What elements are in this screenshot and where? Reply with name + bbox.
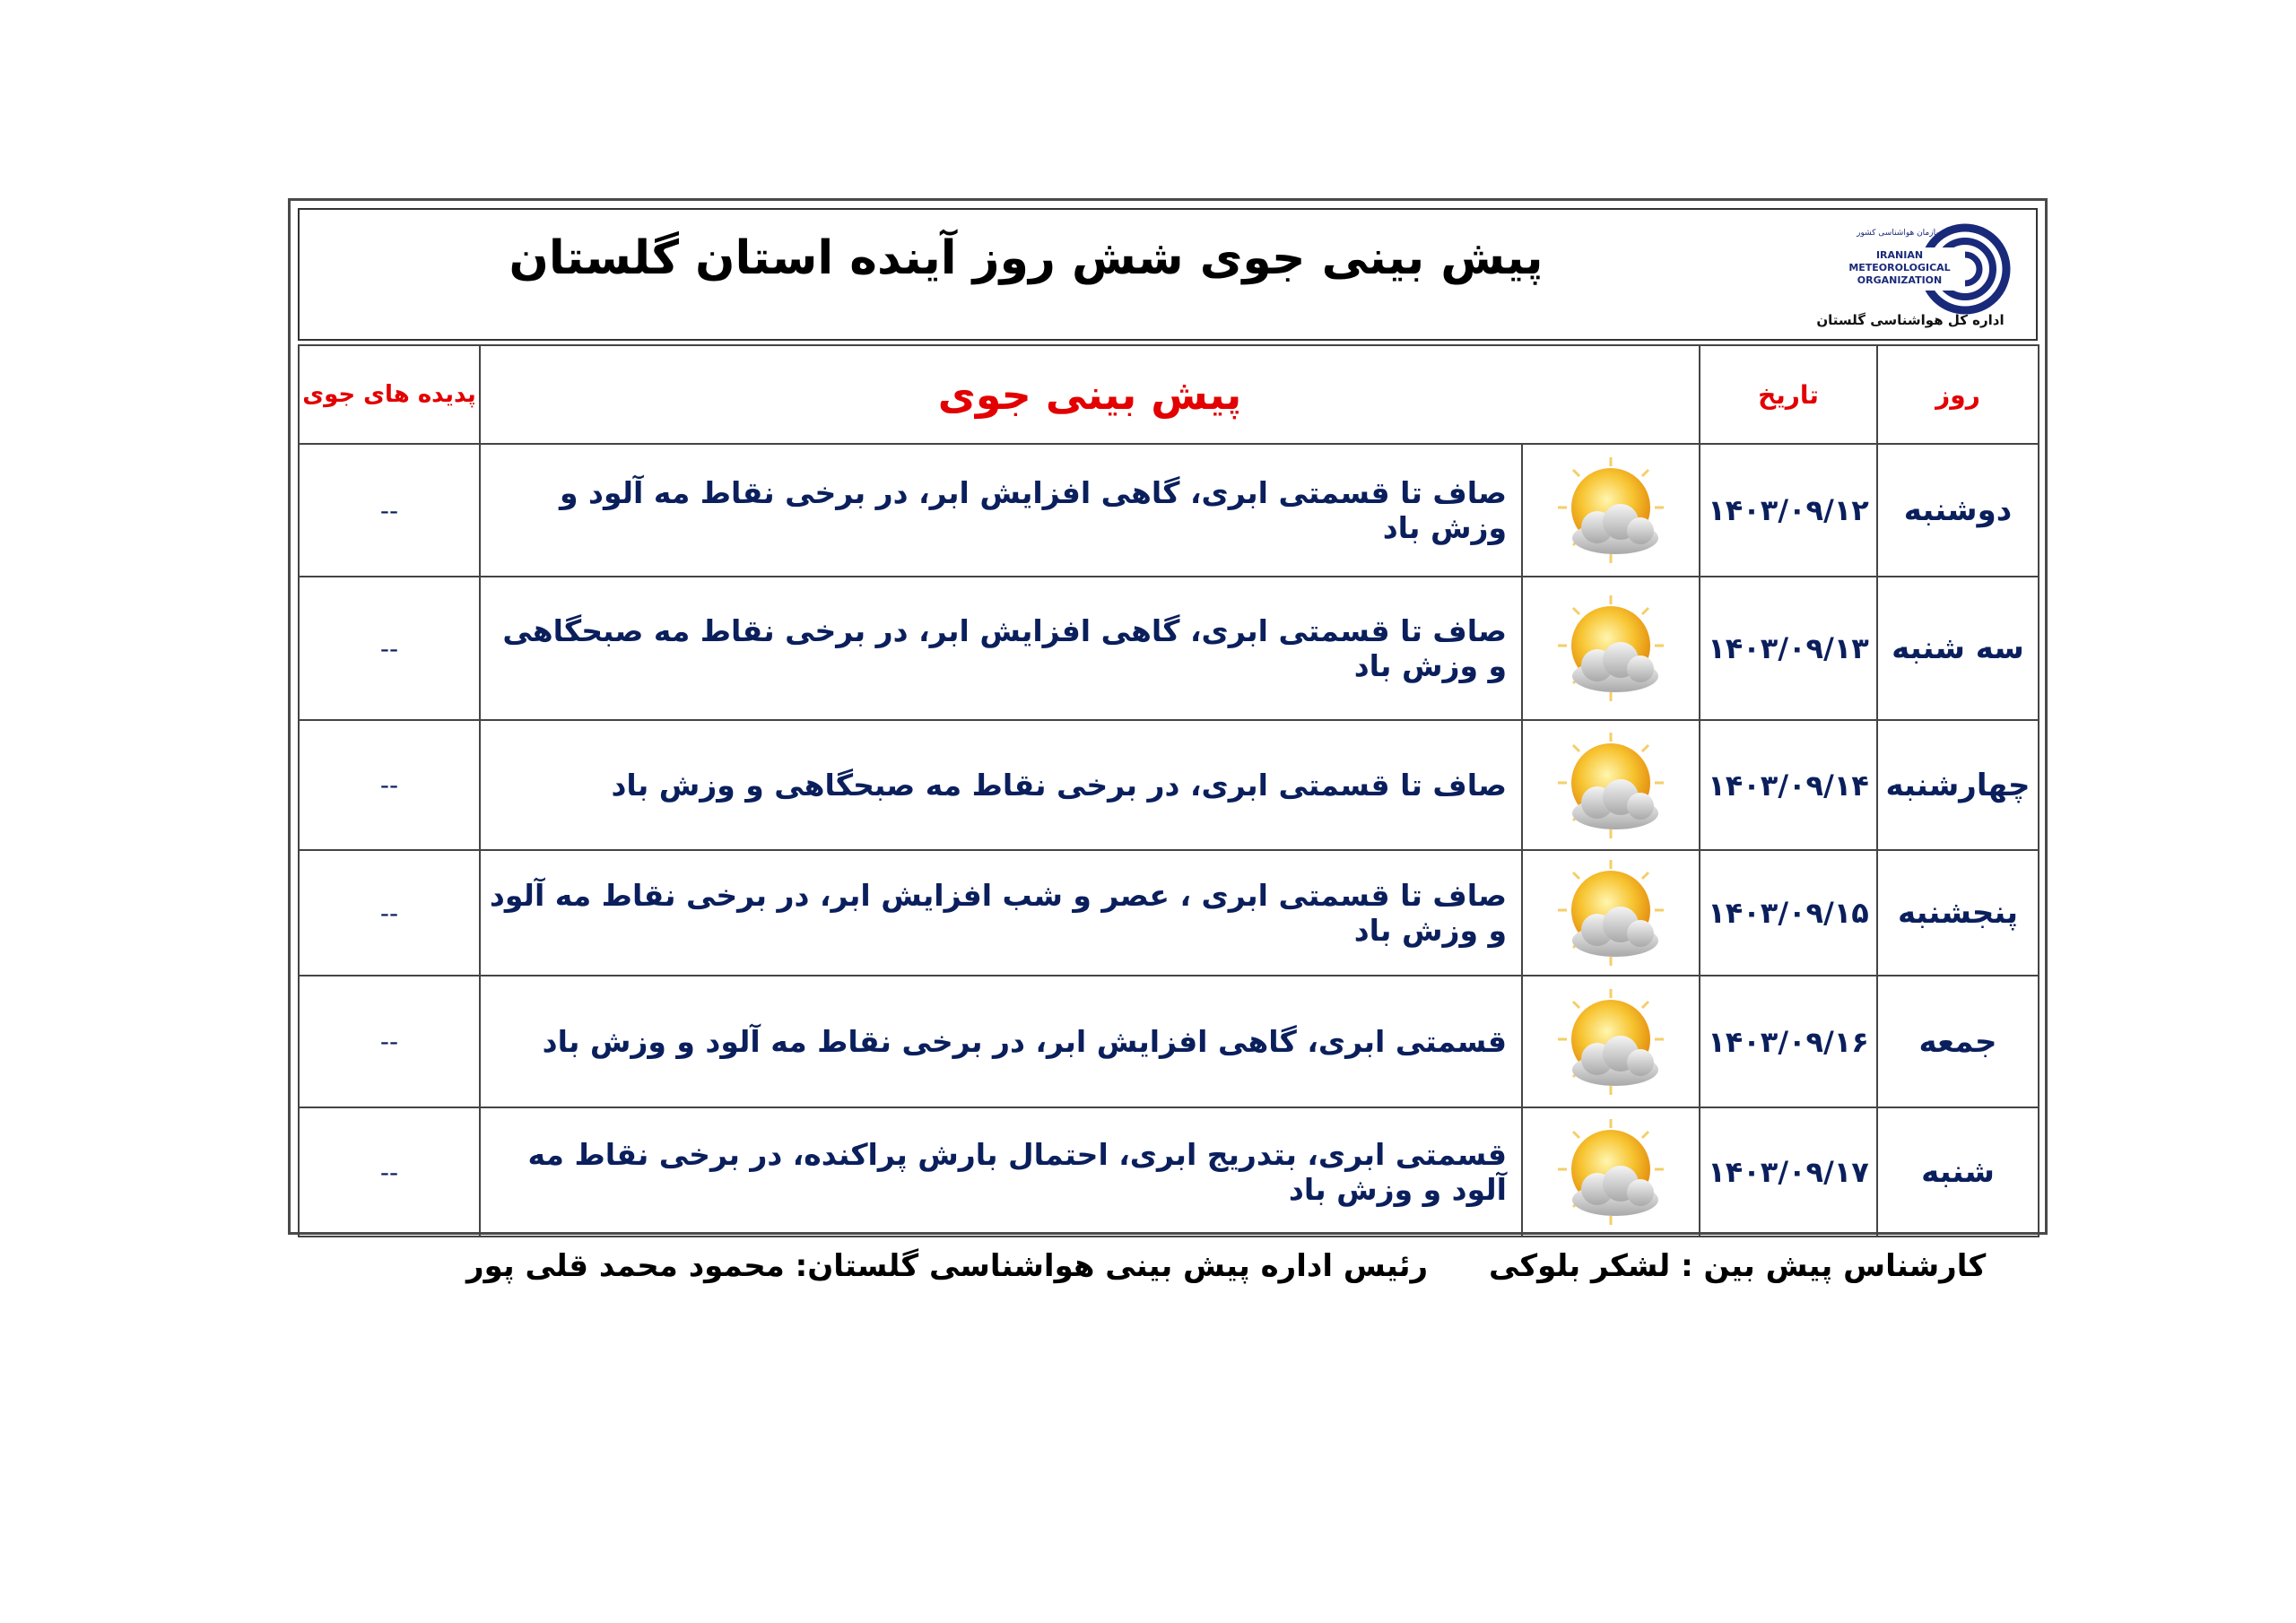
- day-cell: جمعه: [1877, 976, 2039, 1107]
- logo-line-2: METEOROLOGICAL: [1848, 262, 1951, 273]
- date-cell: ۱۴۰۳/۰۹/۱۷: [1700, 1107, 1877, 1237]
- header-phenomena: پدیده های جوی: [299, 345, 480, 444]
- day-cell: پنجشنبه: [1877, 850, 2039, 976]
- logo-line-1: IRANIAN: [1875, 249, 1924, 261]
- svg-text:سازمان هواشناسی کشور: سازمان هواشناسی کشور: [1857, 229, 1943, 238]
- meteorological-organization-logo: [1799, 217, 2023, 334]
- table-row: [299, 444, 2039, 577]
- phenomena-cell: --: [299, 720, 480, 850]
- title-bar: [298, 208, 2038, 341]
- forecast-description: صاف تا قسمتی ابری ، عصر و شب افزایش ابر، در برخی نقاط مه آلود و وزش باد: [480, 850, 1522, 976]
- forecast-description: صاف تا قسمتی ابری، در برخی نقاط مه صبحگاهی و وزش باد: [480, 720, 1522, 850]
- table-row: [299, 850, 2039, 976]
- weather-icon-cell: [1522, 577, 1700, 720]
- date-cell: ۱۴۰۳/۰۹/۱۴: [1700, 720, 1877, 850]
- weather-icon-cell: [1522, 850, 1700, 976]
- forecast-table: [298, 344, 2039, 1237]
- forecast-sheet: [288, 198, 2048, 1235]
- department-head-credit: رئیس اداره پیش بینی هواشناسی گلستان: محمود محمد قلی پور: [466, 1248, 1429, 1284]
- weather-icon-cell: [1522, 444, 1700, 577]
- partly-cloudy-icon: [1552, 855, 1669, 971]
- forecast-description: قسمتی ابری، بتدریج ابری، احتمال بارش پراکنده، در برخی نقاط مه آلود و وزش باد: [480, 1107, 1522, 1237]
- phenomena-cell: --: [299, 976, 480, 1107]
- logo-emblem-icon: [1799, 217, 2023, 316]
- table-row: [299, 1107, 2039, 1237]
- weather-icon-cell: [1522, 976, 1700, 1107]
- table-row: [299, 577, 2039, 720]
- date-cell: ۱۴۰۳/۰۹/۱۳: [1700, 577, 1877, 720]
- partly-cloudy-icon: [1552, 452, 1669, 568]
- logo-caption: اداره کل هواشناسی گلستان: [1816, 312, 2005, 328]
- day-cell: سه شنبه: [1877, 577, 2039, 720]
- day-cell: شنبه: [1877, 1107, 2039, 1237]
- day-cell: دوشنبه: [1877, 444, 2039, 577]
- date-cell: ۱۴۰۳/۰۹/۱۶: [1700, 976, 1877, 1107]
- page-title: پیش بینی جوی شش روز آینده استان گلستان: [509, 231, 1544, 285]
- forecaster-credit: کارشناس پیش بین : لشکر بلوکی: [1489, 1248, 1987, 1284]
- phenomena-cell: --: [299, 850, 480, 976]
- partly-cloudy-icon: [1552, 984, 1669, 1100]
- date-cell: ۱۴۰۳/۰۹/۱۵: [1700, 850, 1877, 976]
- date-cell: ۱۴۰۳/۰۹/۱۲: [1700, 444, 1877, 577]
- forecast-description: صاف تا قسمتی ابری، گاهی افزایش ابر، در برخی نقاط مه آلود و وزش باد: [480, 444, 1522, 577]
- partly-cloudy-icon: [1552, 590, 1669, 707]
- table-header-row: [299, 345, 2039, 444]
- phenomena-cell: --: [299, 577, 480, 720]
- weather-icon-cell: [1522, 720, 1700, 850]
- phenomena-cell: --: [299, 1107, 480, 1237]
- partly-cloudy-icon: [1552, 727, 1669, 844]
- weather-icon-cell: [1522, 1107, 1700, 1237]
- forecast-description: قسمتی ابری، گاهی افزایش ابر، در برخی نقاط مه آلود و وزش باد: [480, 976, 1522, 1107]
- header-date: تاریخ: [1700, 345, 1877, 444]
- header-forecast: پیش بینی جوی: [480, 345, 1700, 444]
- partly-cloudy-icon: [1552, 1114, 1669, 1230]
- header-day: روز: [1877, 345, 2039, 444]
- day-cell: چهارشنبه: [1877, 720, 2039, 850]
- logo-line-3: ORGANIZATION: [1857, 274, 1943, 286]
- table-row: [299, 976, 2039, 1107]
- table-row: [299, 720, 2039, 850]
- forecast-description: صاف تا قسمتی ابری، گاهی افزایش ابر، در برخی نقاط مه صبحگاهی و وزش باد: [480, 577, 1522, 720]
- phenomena-cell: --: [299, 444, 480, 577]
